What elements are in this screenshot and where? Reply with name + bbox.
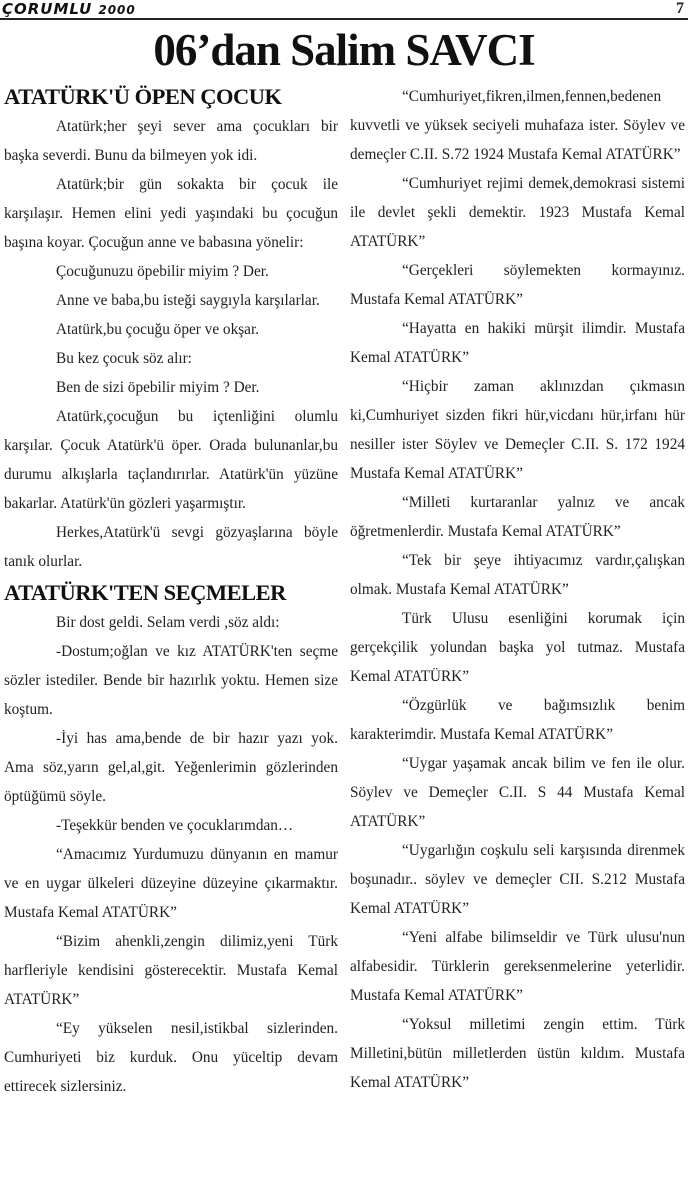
- quote: “Milleti kurtaranlar yalnız ve ancak öğretmenlerdir. Mustafa Kemal ATATÜRK”: [350, 494, 685, 540]
- quote: “Bizim ahenkli,zengin dilimiz,yeni Türk harfleriyle kendisini gösterecektir. Mustafa Kemal ATATÜRK”: [4, 933, 338, 1008]
- paragraph: Çocuğunuzu öpebilir miyim ? Der.: [56, 263, 269, 280]
- section-heading-selections: ATATÜRK'TEN SEÇMELER: [4, 580, 286, 605]
- page-title: 06’dan Salim SAVCI: [153, 25, 535, 75]
- masthead: [2, 0, 136, 18]
- page-number: 7: [676, 0, 684, 17]
- header-rule: [0, 18, 688, 20]
- masthead-name: ÇORUMLU: [2, 0, 93, 18]
- quote: “Yeni alfabe bilimseldir ve Türk ulusu'nun alfabesidir. Türklerin gereksenmelerine yeterlidir. Mustafa Kemal ATATÜRK”: [350, 929, 685, 1004]
- paragraph: Herkes,Atatürk'ü sevgi gözyaşlarına böyle tanık olurlar.: [4, 524, 338, 570]
- right-column: [350, 82, 685, 1097]
- paragraph: Bu kez çocuk söz alır:: [56, 350, 192, 367]
- paragraph: Atatürk,çocuğun bu içtenliğini olumlu karşılar. Çocuk Atatürk'ü öper. Orada bulunanlar,bu durumu alkışlarla taçlandırırlar. Atatürk'ün yüzüne bakarlar. Atatürk'ün gözleri yaşarmıştır.: [4, 408, 338, 512]
- quote: “Cumhuriyet rejimi demek,demokrasi sistemi ile devlet şekli demektir. 1923 Mustafa Kemal ATATÜRK”: [350, 175, 685, 250]
- paragraph: Anne ve baba,bu isteği saygıyla karşılarlar.: [56, 292, 320, 309]
- quote: “Tek bir şeye ihtiyacımız vardır,çalışkan olmak. Mustafa Kemal ATATÜRK”: [350, 552, 685, 598]
- quote: “Uygarlığın coşkulu seli karşısında direnmek boşunadır.. söylev ve demeçler CII. S.212 Mustafa Kemal ATATÜRK”: [350, 842, 685, 917]
- paragraph: -İyi has ama,bende de bir hazır yazı yok. Ama söz,yarın gel,al,git. Yeğenlerimin gözlerinden öptüğümü söyle.: [4, 730, 338, 805]
- quote: “Yoksul milletimi zengin ettim. Türk Milletini,bütün milletlerden üstün kıldım. Mustafa Kemal ATATÜRK”: [350, 1016, 685, 1091]
- paragraph: Ben de sizi öpebilir miyim ? Der.: [56, 379, 260, 396]
- masthead-year: 2000: [98, 3, 136, 17]
- quote: Türk Ulusu esenliğini korumak için gerçekçilik yolundan başka yol tutmaz. Mustafa Kemal ATATÜRK”: [350, 610, 685, 685]
- quote: “Cumhuriyet,fikren,ilmen,fennen,bedenen kuvvetli ve yüksek seciyeli muhafaza ister. Söylev ve demeçler C.II. S.72 1924 Mustafa Kemal ATATÜRK”: [350, 88, 685, 163]
- quote: “Amacımız Yurdumuzu dünyanın en mamur ve en uygar ülkeleri düzeyine düzeyine çıkarmaktır. Mustafa Kemal ATATÜRK”: [4, 846, 338, 921]
- paragraph: Atatürk;her şeyi sever ama çocukları bir başka severdi. Bunu da bilmeyen yok idi.: [4, 118, 338, 164]
- page-header: [0, 0, 688, 20]
- paragraph: -Dostum;oğlan ve kız ATATÜRK'ten seçme sözler istediler. Bende bir hazırlık yoktu. Hemen size koştum.: [4, 643, 338, 718]
- paragraph: Bir dost geldi. Selam verdi ,söz aldı:: [56, 614, 280, 631]
- paragraph: Atatürk,bu çocuğu öper ve okşar.: [56, 321, 260, 338]
- section-heading-ataturk-child: ATATÜRK'Ü ÖPEN ÇOCUK: [4, 84, 282, 109]
- quote: “Hiçbir zaman aklınızdan çıkmasın ki,Cumhuriyet sizden fikri hür,vicdanı hür,irfanı hür nesiller ister Söylev ve Demeçler C.II. S. 172 1924 Mustafa Kemal ATATÜRK”: [350, 378, 685, 482]
- quote: “Ey yükselen nesil,istikbal sizlerinden. Cumhuriyeti biz kurduk. Onu yüceltip devam ettirecek sizlersiniz.: [4, 1020, 338, 1095]
- left-column: [4, 82, 338, 1101]
- paragraph: -Teşekkür benden ve çocuklarımdan…: [56, 817, 294, 834]
- quote: “Uygar yaşamak ancak bilim ve fen ile olur. Söylev ve Demeçler C.II. S 44 Mustafa Kemal ATATÜRK”: [350, 755, 685, 830]
- quote: “Gerçekleri söylemekten kormayınız. Mustafa Kemal ATATÜRK”: [350, 262, 685, 308]
- quote: “Hayatta en hakiki mürşit ilimdir. Mustafa Kemal ATATÜRK”: [350, 320, 685, 366]
- quote: “Özgürlük ve bağımsızlık benim karakterimdir. Mustafa Kemal ATATÜRK”: [350, 697, 685, 743]
- paragraph: Atatürk;bir gün sokakta bir çocuk ile karşılaşır. Hemen elini yedi yaşındaki bu çocuğun başına koyar. Çocuğun anne ve babasına yönelir:: [4, 176, 338, 251]
